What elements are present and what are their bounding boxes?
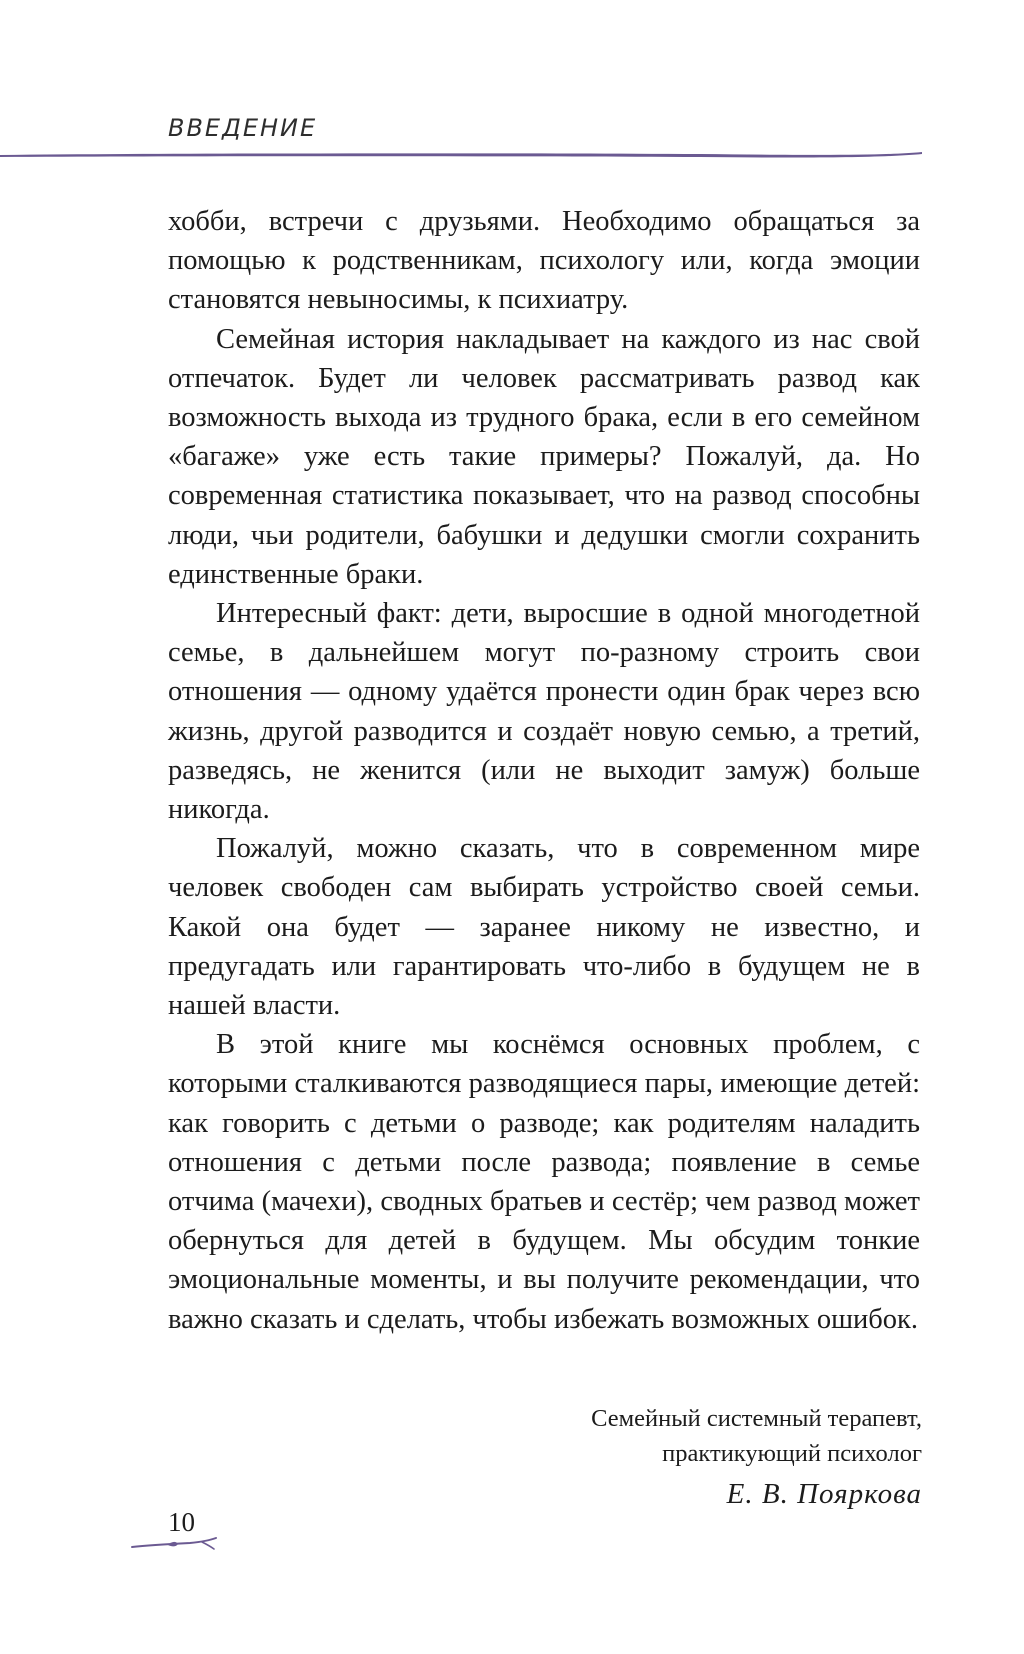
header-rule — [0, 150, 922, 164]
paragraph: Семейная история накладывает на каждого из нас свой отпечаток. Будет ли человек рассматривать развод как возможность выхода из трудного брака, если в его семейном «багаже» уже есть такие примеры? Пожалуй, да. Но современная статистика показывает, что на развод способны люди, чьи родители, бабушки и дедушки смогли сохранить единственные браки. — [168, 323, 920, 590]
section-title: ВВЕДЕНИЕ — [168, 114, 318, 142]
paragraph: Пожалуй, можно сказать, что в современном мире человек свободен сам выбирать устройство своей семьи. Какой она будет — заранее никому не известно, и предугадать или гарантировать что-либо в будущем не в нашей власти. — [168, 833, 920, 1022]
page-number: 10 — [168, 1507, 195, 1537]
paragraph: Интересный факт: дети, выросшие в одной многодетной семье, в дальнейшем могут по-разному строить свои отношения — одному удаётся пронести один брак через всю жизнь, другой разводится и создаёт новую семью, а третий, разведясь, не женится (или не выходит замуж) больше никогда. — [168, 598, 920, 826]
paragraph: хобби, встречи с друзьями. Необходимо обращаться за помощью к родственникам, психологу или, когда эмоции становятся невыносимы, к психиатру. — [168, 206, 920, 316]
signature-role-line: практикующий психолог — [662, 1440, 922, 1467]
signature-author: Е. В. Пояркова — [726, 1478, 922, 1510]
page-number-flourish — [130, 1536, 220, 1552]
body-text — [168, 202, 920, 1339]
signature-role-line: Семейный системный терапевт, — [591, 1405, 922, 1432]
signature — [591, 1401, 922, 1515]
paragraph: В этой книге мы коснёмся основных проблем, с которыми сталкиваются разводящиеся пары, имеющие детей: как говорить с детьми о разводе; как родителям наладить отношения с детьми после развода; появление в семье отчима (мачехи), сводных братьев и сестёр; чем развод может обернуться для детей в будущем. Мы обсудим тонкие эмоциональные моменты, и вы получите рекомендации, что важно сказать и сделать, чтобы избежать возможных ошибок. — [168, 1029, 920, 1335]
